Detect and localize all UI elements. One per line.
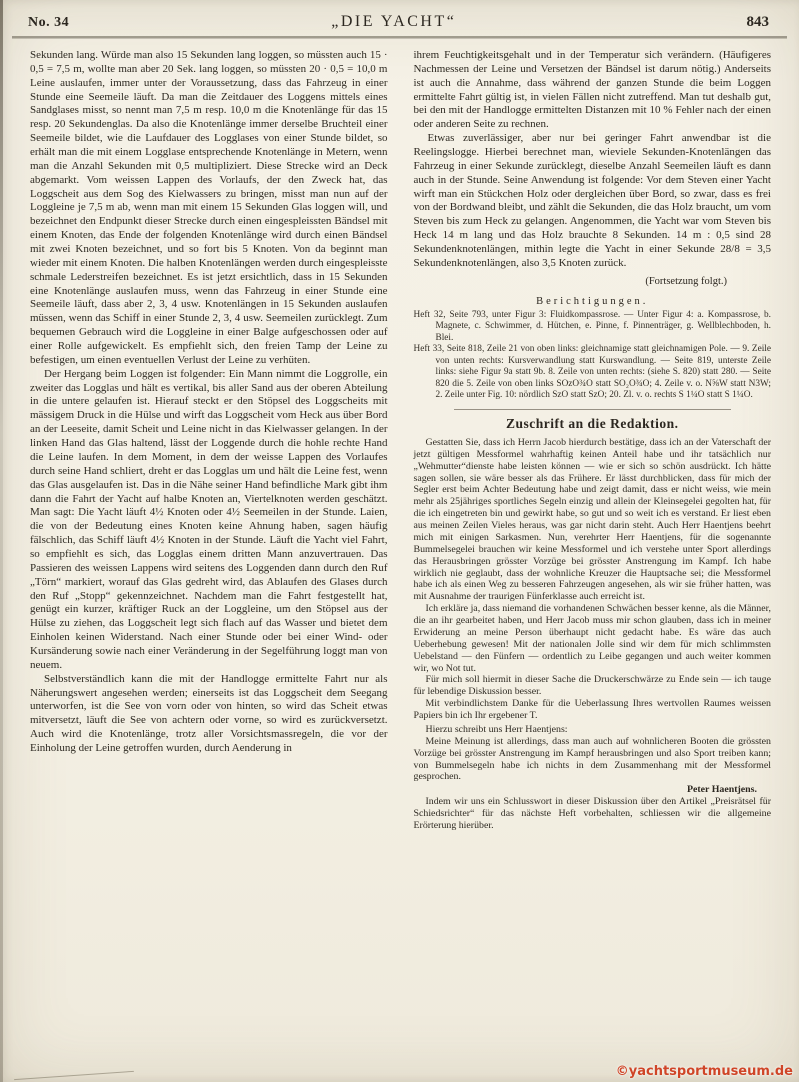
- letter-paragraph: Ich erkläre ja, dass niemand die vorhandenen Schwächen besser kenne, als die Männer, die an ihr gearbeitet haben, und Herr Jacob muss mir schon glauben, dass ich in meiner Erwiderung an meine Person überhaupt nicht gedacht habe. Es wäre das auch Ueberhebung gewesen! Mit der nationalen Jolle sind wir dem für mich schlimmsten Uebelstand — den Fünfern — ordentlich zu Leibe gegangen und auch weiter kommen wir, wo Not tut.: [413, 603, 771, 674]
- continuation-note: (Fortsetzung folgt.): [645, 275, 727, 287]
- right-column: [414, 49, 772, 1061]
- letter-heading: Zuschrift an die Redaktion.: [505, 415, 679, 431]
- haentjens-intro: Hierzu schreibt uns Herr Haentjens:: [425, 723, 568, 735]
- left-column: [30, 49, 388, 1061]
- letter-paragraph: Für mich soll hiermit in dieser Sache die Druckerschwärze zu Ende sein — ich tauge für lebendige Diskussion besser.: [413, 674, 771, 698]
- correction-entry: Heft 32, Seite 793, unter Figur 3: Fluidkompassrose. — Unter Figur 4: a. Kompassrose, b. Magnete, c. Schwimmer, d. Hütchen, e. Pinne, f. Pinnenträger, g. Wellblechboden, h. Blei.: [413, 309, 771, 343]
- page-body: [0, 39, 799, 1061]
- closing-note: Indem wir uns ein Schlusswort in dieser Diskussion über den Artikel „Preisrätsel für Schiedsrichter“ für das nächste Heft vorbehalten, schliessen wir die allgemeine Erörterung hierüber.: [413, 796, 771, 831]
- corrections-heading: Berichtigungen.: [536, 295, 649, 307]
- article-paragraph: Selbstverständlich kann die mit der Handlogge ermittelte Fahrt nur als Näherungswert angesehen werden; einerseits ist das Loggscheit dem Seegang unterworfen, ist die See von vorn oder von hinten, so wird das Scheit etwas mitversetzt, läuft die See von achtern oder vorne, so wird es zurückversetzt. Auch wird die Knotenlänge, trotz aller Vorsichtsmassregeln, die vor der Einholung der Leine getroffen wurden, durch Aenderung in: [30, 672, 388, 754]
- page-header: [0, 0, 799, 36]
- section-divider: [454, 409, 732, 410]
- masthead-title: „DIE YACHT“: [331, 13, 457, 30]
- article-paragraph: Etwas zuverlässiger, aber nur bei geringer Fahrt anwendbar ist die Reelingslogge. Hierbei berechnet man, wieviele Sekunden-Knotenlängen das Fahrzeug in einer Sekunde zurücklegt, dieselbe Anzahl Seemeilen läuft es dann auch in der Stunde. Seine Anwendung ist folgende: Vor dem Steven einer Yacht wirft man ein Stückchen Holz oder dergleichen über Bord, so zwar, dass es frei von der Bordwand bleibt, und zählt die Sekunden, die das Holz braucht, um vom Steven bis zum Heck zu gelangen. Angenommen, die Yacht war vom Steven bis Heck 14 m lang und das Holz brauchte 8 Sekunden. 14 m : 0,5 sind 28 Sekundenknotenlängen, mithin legte die Yacht in einer Sekunde 28/8 = 3,5 Sekundenknotenlängen, also 3,5 Knoten zurück.: [413, 132, 771, 269]
- scan-edge: [0, 0, 3, 1082]
- article-paragraph: ihrem Feuchtigkeitsgehalt und in der Temperatur sich verändern. (Häufigeres Nachmessen der Leine und Versetzen der Bändsel ist darum nötig.) Anderseits ist auch die Annahme, dass während der ganzen Stunde die beim Loggen ermittelte Fahrt gültig ist, in vielen Fällen nicht zutreffend. Man tut deshalb gut, bei den mit der Handlogge ermittelten Distanzen mit 10 % Fehler nach der einen oder anderen Seite zu rechnen.: [413, 49, 771, 131]
- page-number: 843: [746, 14, 769, 30]
- article-paragraph: Der Hergang beim Loggen ist folgender: Ein Mann nimmt die Loggrolle, ein zweiter das Logglas und hält es vertikal, bis aller Sand aus der oberen Abteilung in die untere gelaufen ist. Hierauf steckt er den Stöpsel des Loggscheits mit mässigem Druck in die Hülse und wirft das Loggscheit vom Heck aus über Bord an der Leeseite, damit Scheit und Leine nicht in das Kielwasser gelangen. In der linken Hand das Glas haltend, lässt der Loggende durch die hohle rechte Hand die Leine laufen. In dem Moment, in dem der weisse Lappen des Vorlaufes durch seine Hand schliert, dreht er das Logglas um und hält die Leine fest, wenn das Glas ausgelaufen ist. Das in die Nähe seiner Hand befindliche Mark gibt ihm dann die Fahrt der Yacht auf halbe Knoten an, Viertelknoten werden geschätzt. Man sagt: Die Yacht läuft 4½ Knoten oder 4½ Seemeilen in der Stunde. Laien, die von der Bedeutung eines Knoten keine Ahnung haben, sagen häufig fälschlich, das Schiff läuft 4½ Knoten in der Stunde. Läuft die Yacht viel Fahrt, so empfiehlt es sich, das Logglas einem dritten Mann anzuvertrauen. Das Passieren des weissen Lappens wird seitens des Loggenden dann durch den Ruf „Törn“ markiert, worauf das Glas gedreht wird, das Ablaufen des Glases durch den Ruf „Stopp“ gekennzeichnet. Nachdem man die Fahrt festgestellt hat, genügt ein kurzer, kräftiger Ruck an der Loggleine, um den Stöpsel aus der Hülse zu ziehen, das Loggscheit legt sich flach auf das Wasser und bietet dem Einholen keinen Widerstand. Nach einer Stunde oder bei einer Wind- oder Kursänderung sowie nach einer Veränderung in der Segelführung loggt man von neuem.: [30, 367, 388, 671]
- signature: Peter Haentjens.: [686, 784, 757, 796]
- watermark: ©yachtsportmuseum.de: [615, 1064, 793, 1079]
- article-paragraph: Sekunden lang. Würde man also 15 Sekunden lang loggen, so müssten auch 15 · 0,5 = 7,5 m, wollte man aber 20 Sek. lang loggen, so müssten 20 · 0,5 = 10,0 m Leine auslaufen, immer unter der Voraussetzung, dass das Fahrzeug in einer Stunde eine Seemeile läuft. Da man die Zeitdauer des Loggens mittels eines Sandglases misst, so nennt man 7,5 m resp. 10,0 m die Knotenlänge für das 15 resp. 20 Sekundenglas. Da also die Knotenlänge immer derselbe Bruchteil einer Seemeile bildet, wie die Laufdauer des Logglases von einer Stunde bildet, so erhält man die mit einem Logglase entsprechende Knotenlänge in Metern, wenn man die Anzahl Sekunden mit 0,5 multipliziert. Diese Strecke wird an Deck abgemarkt. Vom weissen Lappen des Vorlaufs, der den Zweck hat, das Loggscheit aus dem Sog des Kielwassers zu bringen, misst man nun auf der Loggleine je 7,5 m ab, wenn man mit einem 15 Sekunden Glas loggen will, und bezeichnet den Endpunkt dieser Strecke durch einen eingespleissten Bändsel mit einem Knoten, das Ende der folgenden Knotenlänge wird durch einen Bändsel mit zwei Knoten bezeichnet, und so fort bis 5 Knoten. Von da beginnt man wieder mit einem Knoten. Die halben Knotenlängen werden durch eingespleisste schmale Lederstreifen bezeichnet. Es ist jetzt ersichtlich, dass in 15 Sekunden eine Knotenlänge auslaufen muss, wenn das Fahrzeug in einer Stunde eine Seemeile läuft, dass aber 2, 3, 4 usw. Knotenlängen in 15 Sekunden auslaufen müssen, wenn das Schiff in einer Stunde 2, 3, 4 usw. Seemeilen zurücklegt. Zum bequemen Gebrauch wird die Loggleine in einer Balge aufgeschossen oder auf einer Rolle aufgewickelt. Es empfiehlt sich, den freien Tamp der Leine zu befestigen, um einen eventuellen Verlust der Leine zu verhüten.: [30, 49, 388, 366]
- letter-paragraph: Gestatten Sie, dass ich Herrn Jacob hierdurch bestätige, dass ich an der Vaterschaft der jetzt gültigen Messformel wahrhaftig keinen Anteil habe und ihr tatsächlich nur „Wehmutter“dienste habe leisten können — wie er sich so schön ausdrückt. Ich hätte sagen sollen, sie wäre besser als das Frühere. Er lässt durchblicken, dass für mich der Segler erst beim Achter Bedeutung habe und zeigt damit, dass er nicht weiss, wie mein mehr als 25jähriges sportliches Segeln einzig und allein der Kleinsegelei gegolten hat, für die ich eingetreten bin und gewirkt habe, so gut und so weit ich es verstand. Er liest eben aus meinen Zeilen Vieles heraus, was gar nicht darin steht. Auch Herr Haentjens beehrt mich mit einigen Sarkasmen. Nun, verehrter Herr Haentjens, für die sogenannte Bummelsegelei brauchen wir keine Messformel und ich verstehe unter Sport allerdings das Herausbringen grösster Vorzüge bei grösster Anstrengung im Kampf. Ich habe wirklich nie geglaubt, dass der wohnliche Kreuzer die Hauptsache sei; die Messformel habe ich als einen Weg zu besseren Fahrzeugen angesehen, als wir sie früher hatten, was mit Ausnahme der traurigen Fünferklasse auch erreicht ist.: [413, 436, 771, 603]
- scan-artifact-line: [14, 1071, 134, 1080]
- haentjens-reply: Meine Meinung ist allerdings, dass man auch auf wohnlicheren Booten die grössten Vorzüge bei grösster Anstrengung im Kampf herausbringen und also Sport treiben kann; von Bummelsegeln habe ich nichts in dem Zusammenhang mit der Messformel gesprochen.: [413, 735, 771, 783]
- correction-entry: Heft 33, Seite 818, Zeile 21 von oben links: gleichnamige statt gleichnamigen Pole. — 9. Zeile von unten rechts: Kursverwandlung statt Kurswandlung. — Seite 819, unterste Zeile links: siehe Figur 9a statt 9b. 8. Zeile von unten rechts: (siehe S. 820) statt 280. — Seite 820 die 5. Zeile von oben links SOzO¾O statt SO₂O¾O; 4. Zeile v. o. N⅝W statt N3W; 2. Zeile unter Fig. 10: nördlich SzO statt SzO; 20. Zl. v. o. rechts S 1¼O statt S 1¼O.: [413, 344, 771, 401]
- issue-number: No. 34: [28, 15, 70, 30]
- letter-paragraph: Mit verbindlichstem Danke für die Ueberlassung Ihres wertvollen Raumes weissen Papiers bin ich Ihr ergebener T.: [413, 698, 771, 721]
